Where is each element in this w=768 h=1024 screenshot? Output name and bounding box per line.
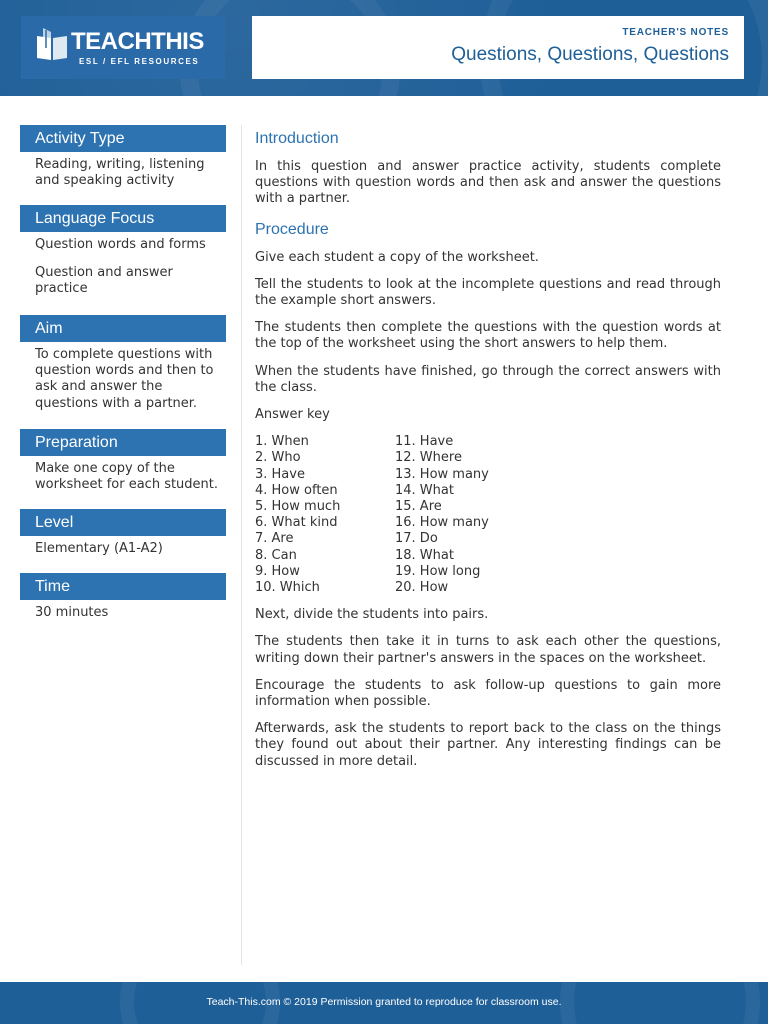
answer-item: 2. Who: [255, 450, 301, 466]
book-icon: [35, 26, 69, 62]
logo-title: TEACHTHIS: [71, 28, 204, 55]
level-section: [20, 509, 226, 557]
procedure-heading: Procedure: [255, 220, 329, 238]
answer-item: 17. Do: [395, 531, 438, 547]
procedure-step: Next, divide the students into pairs.: [255, 607, 489, 623]
time-section: [20, 573, 226, 621]
sidebar: [20, 125, 226, 622]
time-heading: Time: [20, 573, 226, 600]
procedure-step: When the students have finished, go through the correct answers with the class.: [255, 363, 721, 395]
answer-item: 7. Are: [255, 531, 294, 547]
activity-type-heading: Activity Type: [20, 125, 226, 152]
page-header: [0, 0, 768, 96]
column-divider: [241, 125, 242, 965]
preparation-section: [20, 429, 226, 493]
answer-item: 1. When: [255, 434, 309, 450]
copyright-text: Teach-This.com © 2019 Permission granted to reproduce for classroom use.: [206, 996, 562, 1008]
procedure-step: The students then take it in turns to ask each other the questions, writing down their partner's answers in the spaces on the worksheet.: [255, 634, 721, 666]
answer-item: 3. Have: [255, 466, 305, 482]
answer-item: 13. How many: [395, 466, 489, 482]
procedure-step: Encourage the students to ask follow-up questions to gain more information when possible.: [255, 677, 721, 710]
answer-item: 15. Are: [395, 499, 442, 515]
procedure-step: Give each student a copy of the worksheet.: [255, 249, 539, 265]
level-text: Elementary (A1-A2): [35, 541, 163, 557]
language-focus-item: Question words and forms: [35, 237, 206, 253]
answer-key-column-1: [255, 434, 395, 596]
level-heading: Level: [20, 509, 226, 536]
language-focus-heading: Language Focus: [20, 205, 226, 232]
language-focus-item: Question and answer practice: [35, 264, 173, 296]
answer-item: 6. What kind: [255, 515, 338, 531]
procedure-step: Tell the students to look at the incomplete questions and read through the example short answers.: [255, 276, 721, 309]
answer-item: 5. How much: [255, 499, 341, 515]
procedure-step: The students then complete the questions with the question words at the top of the worksheet using the short answers to help them.: [255, 320, 721, 352]
logo-subtitle: ESL / EFL RESOURCES: [79, 57, 200, 66]
answer-item: 11. Have: [395, 434, 454, 450]
answer-item: 14. What: [395, 482, 454, 498]
answer-item: 20. How: [395, 580, 449, 596]
answer-item: 12. Where: [395, 450, 462, 466]
answer-item: 10. Which: [255, 580, 320, 596]
answer-item: 8. Can: [255, 547, 297, 563]
answer-item: 18. What: [395, 547, 454, 563]
preparation-text: Make one copy of the worksheet for each student.: [35, 460, 219, 493]
answer-item: 19. How long: [395, 563, 481, 579]
introduction-text: In this question and answer practice activity, students complete questions with question words and then ask and answer the questions with a partner.: [255, 159, 721, 207]
answer-key-label: Answer key: [255, 407, 330, 423]
teachthis-logo[interactable]: [21, 16, 225, 79]
main-content: [255, 129, 721, 770]
aim-section: [20, 315, 226, 412]
language-focus-section: [20, 205, 226, 297]
procedure-step: Afterwards, ask the students to report back to the class on the things they found out about their partner. Any interesting findings can be discussed in more detail.: [255, 721, 721, 769]
activity-type-section: [20, 125, 226, 189]
page-title: Questions, Questions, Questions: [451, 44, 729, 65]
answer-item: 9. How: [255, 563, 300, 579]
time-text: 30 minutes: [35, 605, 109, 621]
answer-item: 4. How often: [255, 482, 338, 498]
answer-item: 16. How many: [395, 515, 489, 531]
introduction-heading: Introduction: [255, 130, 339, 147]
activity-type-text: Reading, writing, listening and speaking activity: [35, 157, 205, 189]
answer-key-column-2: [395, 434, 535, 596]
preparation-heading: Preparation: [20, 429, 226, 456]
title-panel: [252, 16, 744, 79]
notes-kicker: TEACHER'S NOTES: [622, 27, 729, 38]
answer-key: [255, 434, 721, 596]
page-footer: [0, 982, 768, 1024]
aim-heading: Aim: [20, 315, 226, 342]
aim-text: To complete questions with question words and then to ask and answer the questions with a partner.: [35, 347, 214, 411]
